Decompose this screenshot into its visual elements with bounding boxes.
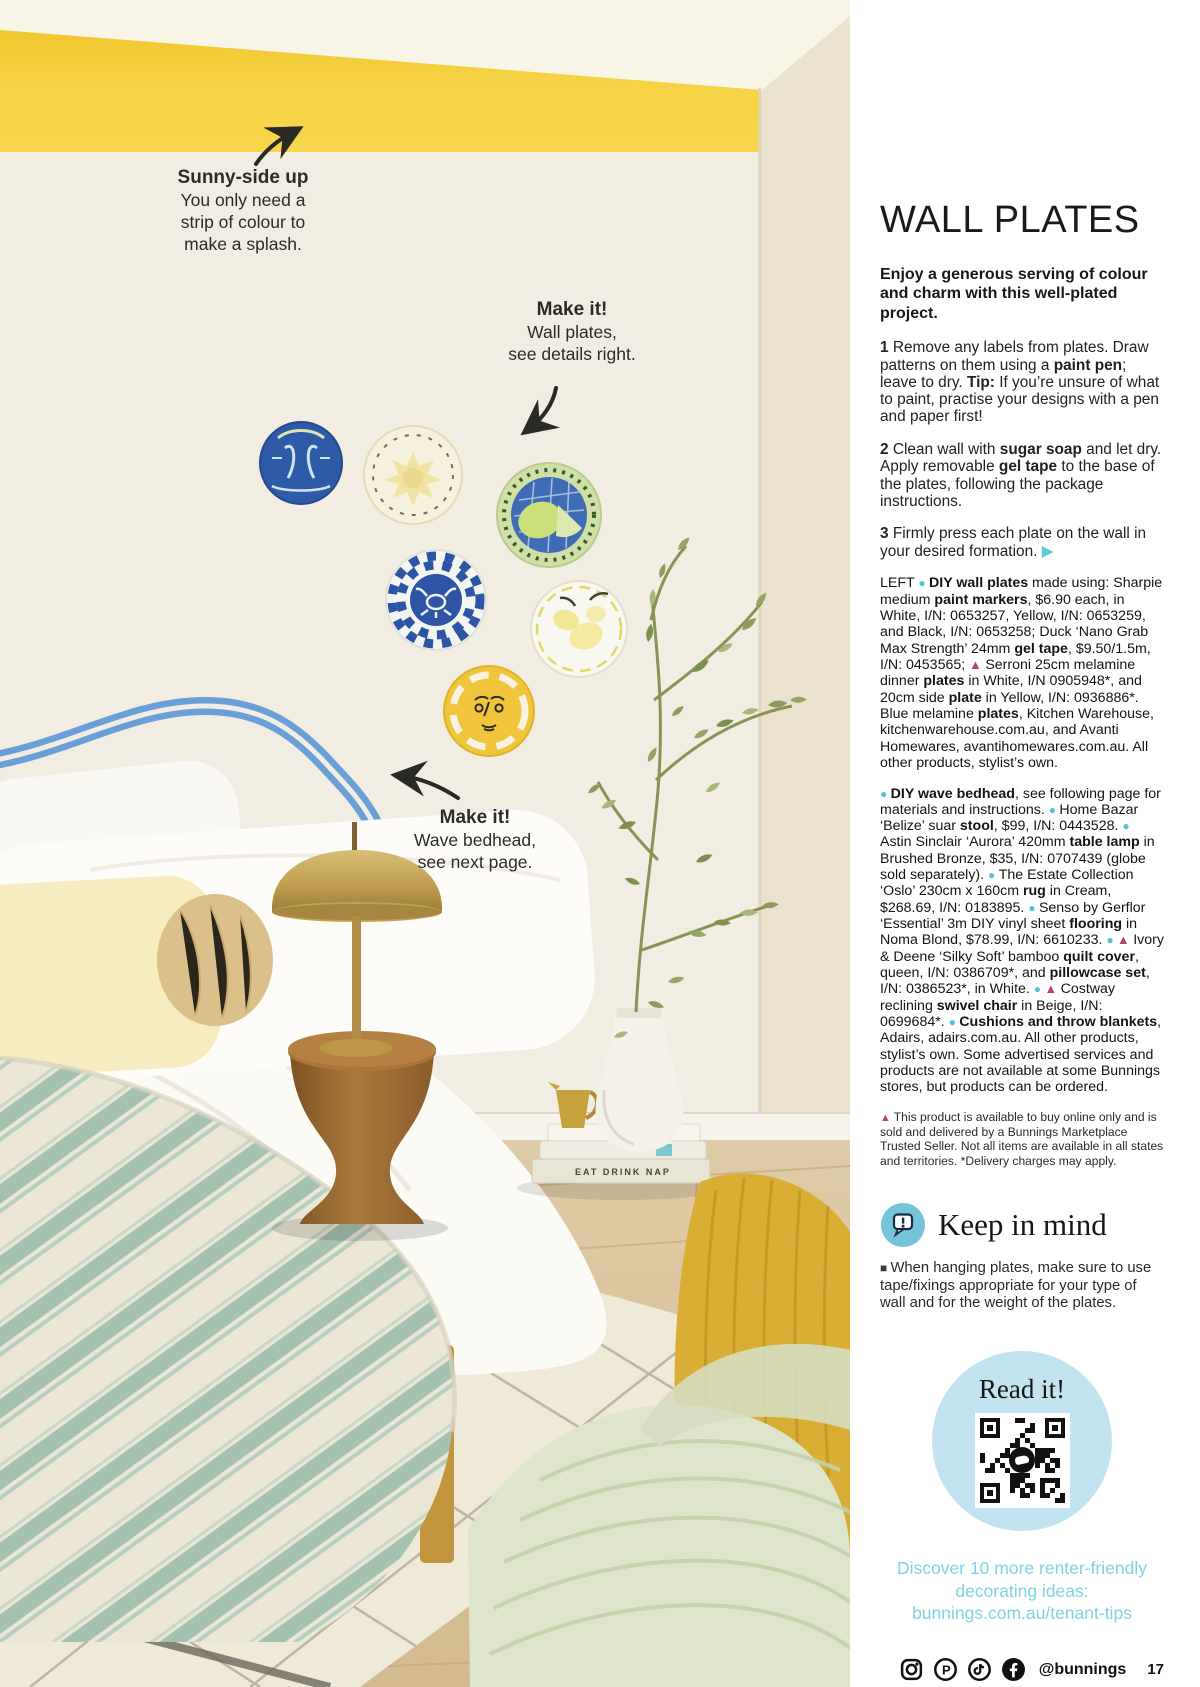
cushion-tassel [157, 894, 273, 1026]
marketplace-footnote: ▲ This product is available to buy online only and is sold and delivered by a Bunnings Marketplace Trusted Seller. Not all items are available in all states and territories. *Delivery charges may apply. [880, 1109, 1164, 1168]
qr-finder-icon [1045, 1418, 1065, 1438]
book-spine-text: EAT DRINK NAP [575, 1167, 671, 1177]
wall-plate-white-lemons [531, 581, 627, 677]
instagram-icon [899, 1657, 924, 1682]
social-footer [880, 1657, 1164, 1682]
wall-plate-cream-sun [364, 426, 462, 524]
speech-bubble-alert-icon [880, 1202, 926, 1248]
wall-plate-sun-face [444, 666, 534, 756]
keep-in-mind-title: Keep in mind [938, 1207, 1107, 1243]
page-title: WALL PLATES [880, 199, 1140, 242]
product-credits-more: ● DIY wave bedhead, see following page for materials and instructions. ● Home Bazar ‘Belize’ suar stool, $99, I/N: 0443528. ● Astin Sinclair ‘Aurora’ 420mm table lamp in Brushed Bronze, $35, I/N: 0707439 (globe sold separately). ● The Estate Collection ‘Oslo’ 230cm x 160cm rug in Cream, $268.69, I/N: 0183895. ● Senso by Gerflor ‘Essential’ 3m DIY vinyl sheet flooring in Noma Blond, $78.99, I/N: 6610233. ● ▲ Ivory & Deene ‘Silky Soft’ bamboo quilt cover, queen, I/N: 0386709*, and pillowcase set, I/N: 0386523*, in White. ● ▲ Costway reclining swivel chair in Beige, I/N: 0699684*. ● Cushions and throw blankets, Adairs, adairs.com.au. All other products, stylist’s own. Some advertised services and products are not available at some Bunnings stores, but products can be ordered. [880, 785, 1164, 1096]
wall-plate-green-lemon [497, 463, 601, 567]
lamp-base [319, 1039, 393, 1057]
social-handle: @bunnings [1038, 1660, 1127, 1678]
qr-finder-icon [980, 1418, 1000, 1438]
keep-in-mind-section [880, 1202, 1164, 1312]
discover-link-text: Discover 10 more renter-friendly decorating ideas: bunnings.com.au/tenant-tips [897, 1557, 1147, 1624]
editorial-column [850, 0, 1200, 1687]
wall-plate-crab-checker [386, 550, 486, 650]
side-wall [758, 0, 850, 1150]
wall-plate-blue-faces [260, 422, 342, 504]
read-it-badge [932, 1351, 1112, 1531]
qr-finder-icon [980, 1483, 1000, 1503]
step-2: 2 Clean wall with sugar soap and let dry. Apply removable gel tape to the base of the plates, following the package instructions. [880, 441, 1162, 510]
annotation-make-it-bedhead: Make it! Wave bedhead, see next page. [350, 806, 600, 874]
intro-text: Enjoy a generous serving of colour and charm with this well-plated project. [880, 265, 1148, 322]
tiktok-icon [967, 1657, 992, 1682]
read-it-label: Read it! [978, 1373, 1066, 1404]
annotation-make-it-plates: Make it! Wall plates, see details right. [440, 298, 704, 366]
lamp-stem [352, 916, 361, 1048]
annotation-title: Make it! [439, 807, 511, 828]
page-number: 17 [1147, 1661, 1164, 1679]
pinterest-icon [933, 1657, 958, 1682]
annotation-sunny-side-up: Sunny-side up You only need a strip of colour to make a splash. [118, 166, 368, 255]
keep-in-mind-tip: ■ When hanging plates, make sure to use tape/fixings appropriate for your type of wall and for the weight of the plates. [880, 1260, 1152, 1312]
svg-text:P: P [941, 1662, 951, 1678]
qr-code [975, 1413, 1070, 1508]
annotation-title: Sunny-side up [177, 167, 309, 188]
step-1: 1 Remove any labels from plates. Draw patterns on them using a paint pen; leave to dry. Tip: If you’re unsure of what to paint, practise your designs with a pen and paper first! [880, 339, 1160, 426]
product-credits-left: LEFT ● DIY wall plates made using: Sharpie medium paint markers, $6.90 each, in White, I/N: 0653257, Yellow, I/N: 0653259, and Black, I/N: 0653258; Duck ‘Nano Grab Max Strength’ 24mm gel tape, $9.50/1.5m, I/N: 0453565; ▲ Serroni 25cm melamine dinner plates in White, I/N 0905948*, and 20cm side plate in Yellow, I/N: 0936886*. Blue melamine plates, Kitchen Warehouse, kitchenwarehouse.com.au, and Avanti Homewares, avantihomewares.com.au. All other products, stylist’s own. [880, 575, 1163, 771]
step-3: 3 Firmly press each plate on the wall in your desired formation. ▶ [880, 525, 1147, 560]
facebook-icon [1001, 1657, 1026, 1682]
annotation-title: Make it! [536, 299, 608, 320]
